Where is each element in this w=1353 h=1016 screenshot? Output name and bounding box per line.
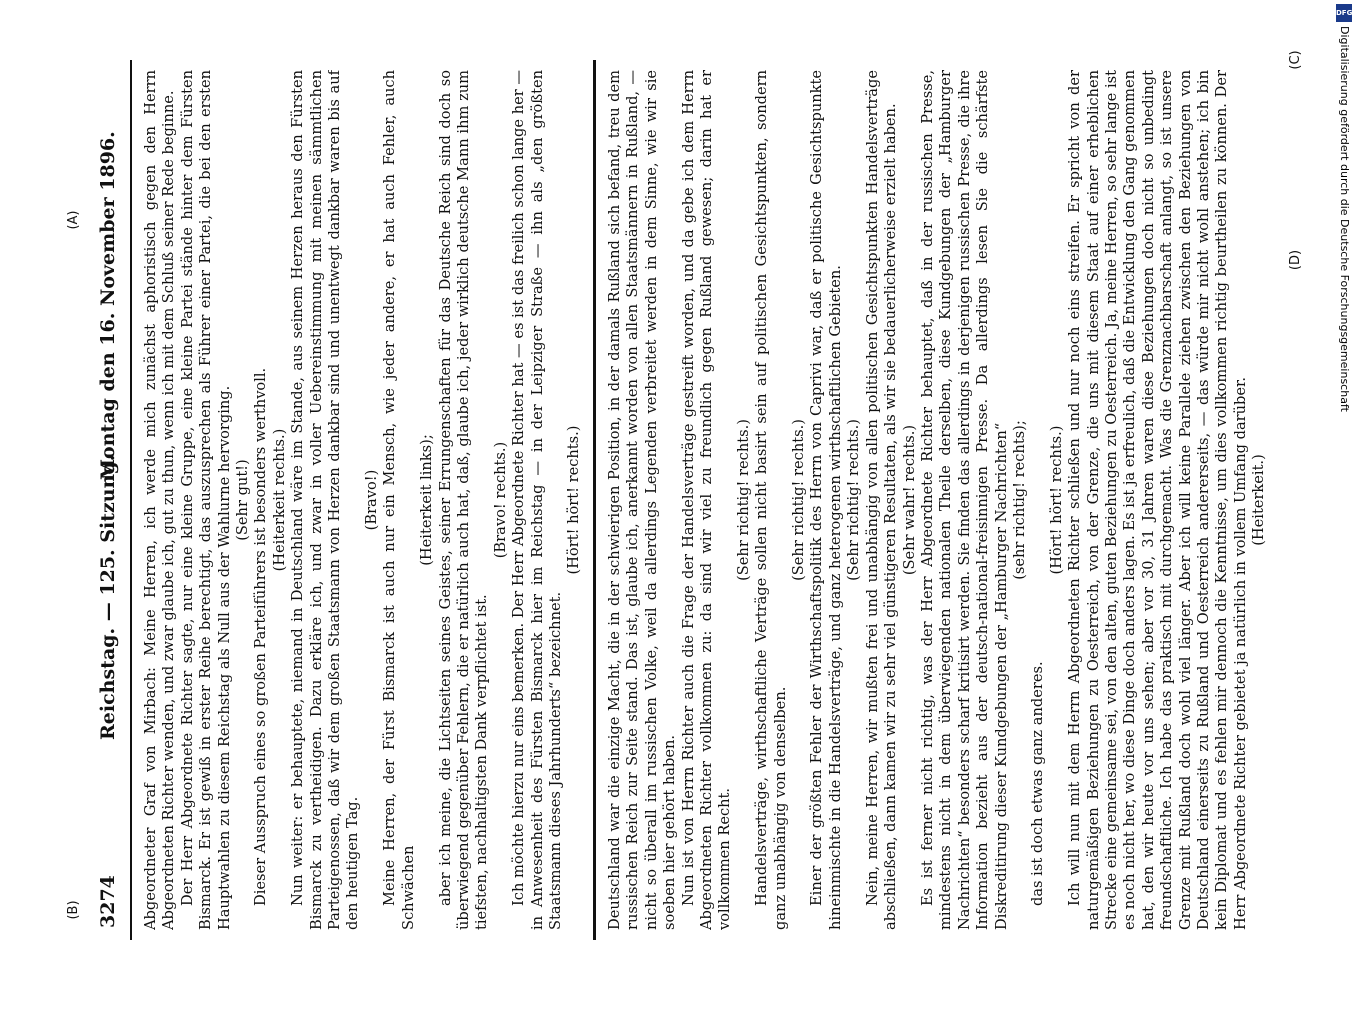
paragraph: aber ich meine, die Lichtseiten seines Geistes, seiner Errungenschaften für das Deutsche Reich sind doch so überwiegend gegenüber Fehlern, die er natürlich auch hat, daß, glaube ich, jeder wirklich deutsche Mann ihm zum tiefsten, nachhaltigsten Dank verpflichtet ist.	[436, 70, 491, 930]
left-column	[142, 70, 582, 930]
interjection: (Sehr richtig! rechts.)	[790, 419, 808, 581]
paragraph: Deutschland war die einzige Macht, die in der schwierigen Position, in der damals Rußland sich befand, treu dem russischen Reich zur Seite stand. Das ist, glaube ich, anerkannt worden von allen Staatsmännern in Rußland, — nicht so überall im russischen Volke, weil da allerdings Legenden verbreitet werden in dem Sinne, wie wir sie soeben hier gehört haben.	[606, 70, 679, 930]
column-divider	[593, 60, 596, 940]
header-rule	[130, 60, 132, 940]
interjection: (Sehr richtig! rechts.)	[845, 419, 863, 581]
interjection: (Sehr wahr! rechts.)	[900, 424, 918, 576]
paragraph: Der Herr Abgeordnete Richter sagte, nur eine kleine Gruppe, eine kleine Partei stände hinter dem Fürsten Bismarck. Er ist gewiß in erster Reihe berechtigt, das auszusprechen als Führer einer Partei, die bei den ersten Hauptwahlen zu diesem Reichstag als Null aus der Wahlurne hervorging.	[178, 70, 233, 930]
paragraph: Handelsverträge, wirthschaftliche Verträge sollen nicht basirt sein auf politischen Gesichtspunkten, sondern ganz unabhängig von denselben.	[753, 70, 789, 930]
page-number: 3274	[97, 875, 119, 928]
dfg-logo: DFG	[1336, 4, 1352, 22]
interjection: (Bravo!)	[362, 469, 380, 531]
paragraph: Einer der größten Fehler der Wirthschaftspolitik des Herrn von Caprivi war, daß er politische Gesichtspunkte hineinmischte in die Handelsverträge, und ganz heterogenen wirthschaftlichen Gebieten.	[808, 70, 844, 930]
paragraph: Nein, meine Herren, wir mußten frei und unabhängig von allen politischen Gesichtspunkten Handelsverträge abschließen, dann kamen wir zu sehr viel günstigeren Resultaten, als wir sie bedauerlicherweise erzielt haben.	[863, 70, 900, 930]
paragraph: Ich möchte hierzu nur eins bemerken. Der Herr Abgeordnete Richter hat — es ist das freilich schon lange her — in Anwesenheit des Fürsten Bismarck hier im Reichstag — in der Leipziger Straße — ihn als „den größten Staatsmann dieses Jahrhunderts“ bezeichnet.	[510, 70, 564, 930]
digitization-strip	[1336, 4, 1352, 996]
paragraph: Es ist ferner nicht richtig, was der Herr Abgeordnete Richter behauptet, daß in der russischen Presse, mindestens nicht in dem überwiegenden nationalen Theile derselben, diese Kundgebungen der „Hamburger Nachrichten“ besonders scharf kritisirt werden. Sie finden das allerdings in derjenigen russischen Presse, die ihre Information bezieht aus der deutsch-national-freisinnigen Presse. Da allerdings lesen Sie die schärfste Diskreditirung dieser Kundgebungen der „Hamburger Nachrichten“	[918, 70, 1010, 930]
paragraph: Dieser Ausspruch eines so großen Parteiführers ist besonders werthvoll.	[252, 367, 270, 906]
interjection: (Heiterkeit rechts.)	[270, 428, 288, 572]
margin-mark-c: (C)	[1288, 50, 1303, 70]
right-column	[606, 70, 1270, 930]
paragraph: Meine Herren, der Fürst Bismarck ist auch nur ein Mensch, wie jeder andere, er hat auch Fehler, auch Schwächen	[381, 70, 417, 930]
paragraph: Nun ist von Herrn Richter auch die Frage der Handelsverträge gestreift worden, und da gebe ich dem Herrn Abgeordneten Richter vollkommen zu: da sind wir viel zu freundlich gegen Rußland gewesen; darin hat er vollkommen Recht.	[679, 70, 734, 930]
session-title: Reichstag. — 125. Sitzung.	[97, 454, 119, 740]
interjection: (Sehr gut!)	[234, 459, 252, 541]
interjection: (Sehr richtig! rechts.)	[734, 419, 752, 581]
interjection: (Hört! hört! rechts.)	[1047, 425, 1065, 575]
margin-mark-d: (D)	[1288, 249, 1303, 271]
interjection: (Bravo! rechts.)	[491, 441, 509, 559]
interjection: (Heiterkeit links);	[418, 434, 436, 566]
margin-mark-a: (A)	[66, 210, 81, 230]
paragraph: das ist doch etwas ganz anderes.	[1029, 661, 1047, 906]
paragraph	[1269, 70, 1270, 930]
interjection: (sehr richtig! rechts);	[1010, 420, 1028, 580]
interjection: (Hört! hört! rechts.)	[565, 425, 582, 575]
paragraph: Abgeordneter Graf von Mirbach: Meine Herren, ich werde mich zunächst aphoristisch gegen den Herrn Abgeordneten Richter wenden, und zwar glaube ich, gut zu thun, wenn ich mit dem Schluß seiner Rede beginne.	[142, 70, 178, 930]
interjection: (Heiterkeit.)	[1250, 454, 1268, 546]
rotated-document-page	[66, 50, 1303, 940]
session-date: Montag den 16. November 1896.	[97, 131, 119, 480]
paragraph: Ich will nun mit dem Herrn Abgeordneten Richter schließen und nur noch eins streifen. Er spricht von der naturgemäßigen Beziehungen zu Oesterreich, von der Grenze, die uns mit diesem Staat auf einer erheblichen Strecke eine gemeinsame sei, von den alten, guten Beziehungen zu Oesterreich. Ja, meine Herren, so sehr lange ist es noch nicht her, wo diese Dinge doch anders lagen. Es ist ja erfreulich, daß die Entwicklung den Gang genommen hat, den wir heute vor uns sehen; aber vor 30, 31 Jahren waren diese Beziehungen doch nicht so unbedingt freundschaftliche. Ich habe das praktisch mit durchgemacht. Was die Grenznachbarschaft anlangt, so ist unsere Grenze mit Rußland doch wohl viel länger. Aber ich will keine Parallele ziehen zwischen den Beziehungen von Deutschland einerseits zu Rußland und Oesterreich andererseits, — das würde mir nicht wohl anstehen; ich bin kein Diplomat und es fehlen mir dennoch die Kenntnisse, um dies vollkommen richtig beurtheilen zu können. Der Herr Abgeordnete Richter gebietet ja natürlich in vollem Umfang darüber.	[1066, 70, 1249, 930]
digitization-notice: Digitalisierung gefördert durch die Deutsche Forschungsgemeinschaft	[1338, 26, 1351, 412]
paragraph: Nun weiter: er behauptete, niemand in Deutschland wäre im Stande, aus seinem Herzen heraus den Fürsten Bismarck zu vertheidigen. Dazu erkläre ich, und zwar in voller Uebereinstimmung mit meinen sämmtlichen Parteigenossen, daß wir dem großen Staatsmann von Herzen dankbar sind und unentwegt dankbar waren bis auf den heutigen Tag.	[289, 70, 362, 930]
margin-mark-b: (B)	[66, 900, 81, 920]
